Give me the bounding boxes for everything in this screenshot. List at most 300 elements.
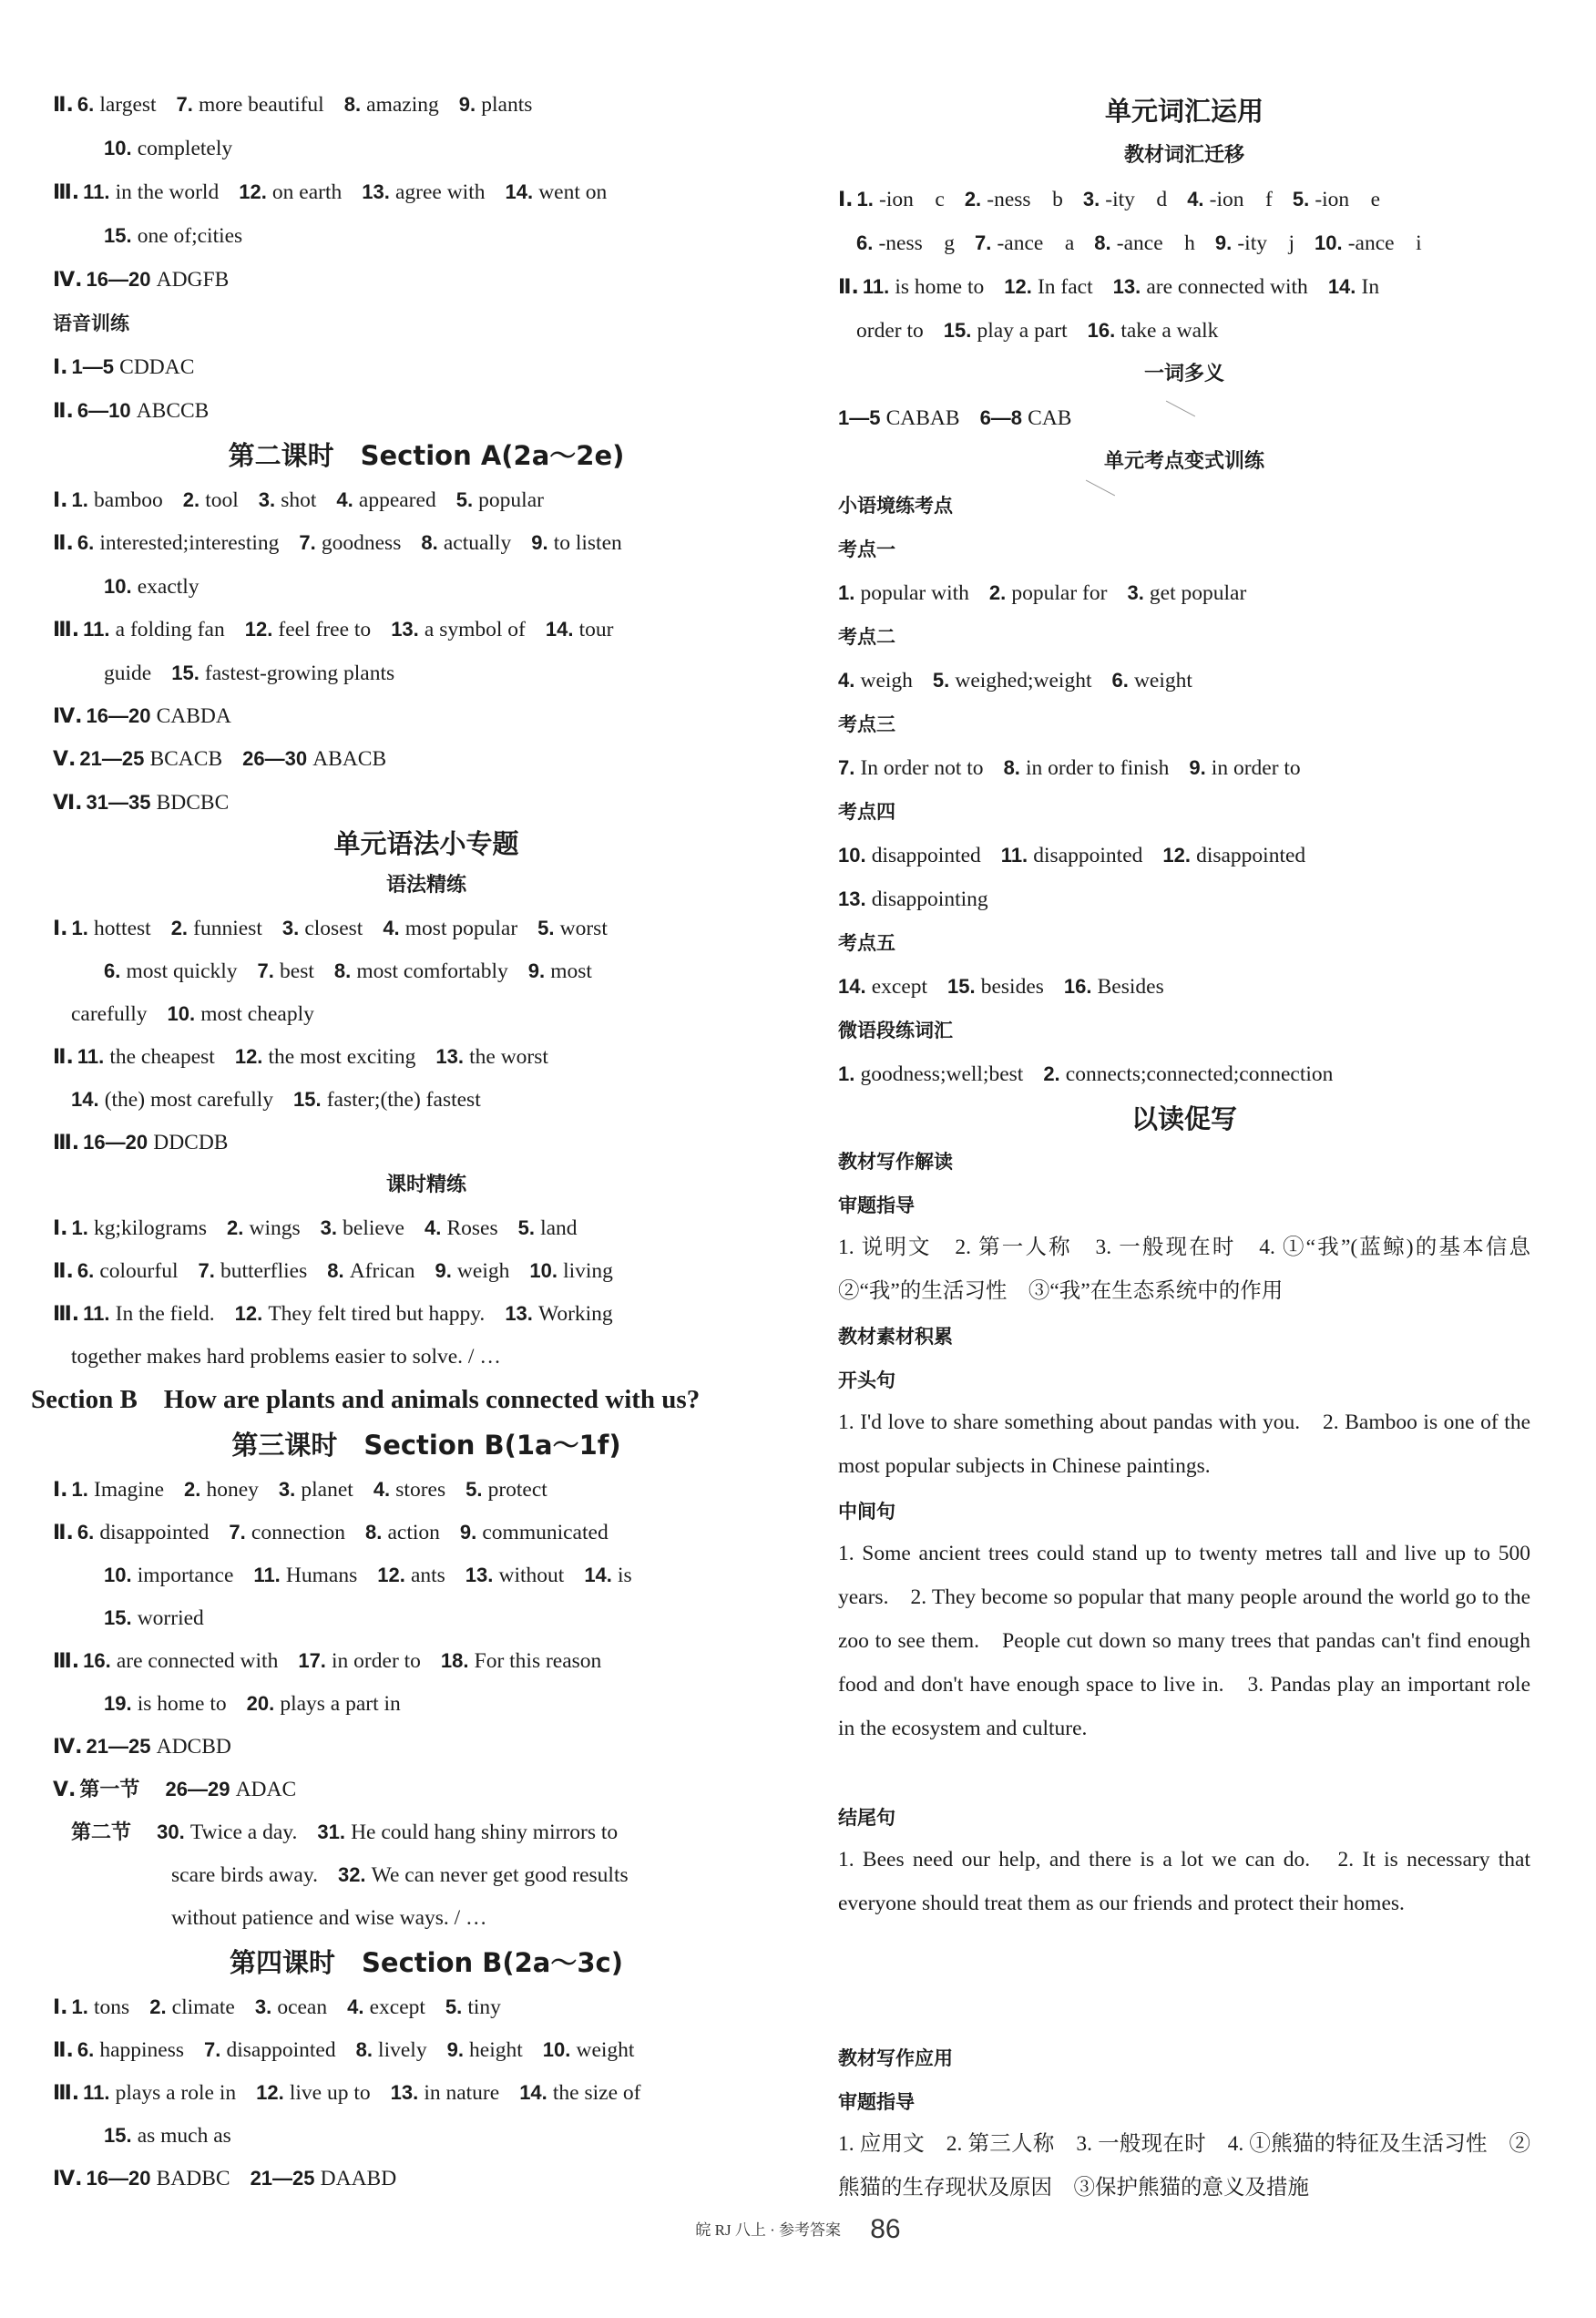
item-number: 13. [362,180,395,203]
item-number: 8. [1094,231,1117,254]
section-heading: 第二课时 Section A(2a～2e) [228,440,625,471]
answer-line [71,1343,521,1370]
answer-item [1111,669,1192,692]
item-number: 6—10 [77,399,137,422]
answer-item [445,1995,501,2019]
answer-item [947,975,1044,999]
item-number: 16—20 [83,1131,154,1154]
answer-text: faster;(the) fastest [326,1088,481,1112]
answer-text: Humans [285,1564,358,1587]
answer-line [104,958,612,985]
answer-line [53,1733,251,1761]
item-number: 10. [529,1259,564,1282]
item-number: 21—25 [86,1735,157,1758]
answer-item [528,959,592,983]
answer-item [1043,1062,1333,1086]
answer-item [377,1564,445,1587]
answer-text: most cheaply [200,1002,314,1026]
label-heading: 开头句 [838,1369,895,1391]
item-number: 2. [170,917,194,939]
answer-text: worst [559,917,608,940]
part-numeral: Ⅰ. [53,918,68,940]
item-number: 3. [1082,188,1106,210]
answer-line [53,1129,248,1157]
answer-item [336,488,435,512]
answer-text: disappointing [871,887,988,911]
item-number: 5. [1292,188,1315,210]
answer-item [933,669,1092,692]
answer-text: ABCCB [136,399,210,423]
answer-text: goodness [321,531,402,555]
answer-item [53,1778,146,1801]
item-number: 21—25 [79,747,150,770]
answer-item [53,399,209,423]
answer-item [505,1302,612,1326]
item-number: 18. [440,1649,475,1672]
part-numeral: Ⅱ. [53,94,74,117]
item-number: 4. [838,669,861,692]
item-number: 5. [932,669,956,692]
answer-item [282,917,363,940]
item-number: 7. [299,531,322,554]
section-heading: 第四课时 Section B(2a～3c) [230,1947,623,1978]
answer-item [229,1521,345,1544]
answer-text: actually [443,531,512,555]
answer-item [838,756,984,780]
answer-line [53,91,552,119]
answer-line [838,667,1212,694]
answer-item [1088,319,1219,343]
item-number: 12. [1162,844,1197,867]
answer-text: weighed;weight [955,669,1092,692]
answer-text: believe [343,1216,404,1240]
answer-item [980,406,1072,430]
item-number: 10. [104,575,138,598]
label-heading: 中间句 [838,1501,895,1523]
item-number: 16—20 [86,2167,157,2190]
answer-text: plays a part in [280,1692,401,1716]
section-heading: 单元词汇运用 [1104,96,1264,127]
answer-text: planet [301,1478,353,1502]
answer-text: In [1361,275,1380,299]
answer-line [71,1819,638,1846]
subsection-heading: 教材词汇迁移 [1123,144,1244,167]
item-number: 6. [77,1259,100,1282]
answer-text: weight [576,2038,635,2062]
answer-text: action [387,1521,440,1544]
answer-line [53,266,249,294]
answer-line [838,1061,1353,1088]
item-number: 8. [327,1259,350,1282]
answer-item [838,669,913,692]
answer-item [531,531,622,555]
answer-item [258,959,314,983]
answer-text: scare birds away. [171,1863,318,1887]
item-number: 21—25 [250,2167,321,2190]
answer-item [171,1863,318,1887]
answer-item [1162,844,1305,867]
answer-item [838,406,960,430]
answer-item [53,1045,215,1069]
item-number: 4. [336,488,359,511]
unit-section-title: Section B How are plants and animals connected with us? [31,1385,701,1414]
answer-text: take a walk [1120,319,1219,343]
part-numeral: Ⅱ. [838,276,859,299]
answer-line [838,754,1321,782]
part-numeral: Ⅰ. [53,1996,68,2019]
item-number: 4. [373,1478,396,1501]
answer-item [1328,275,1379,299]
answer-item [53,747,222,771]
item-number: 5. [455,488,479,511]
part-numeral: Ⅰ. [53,1479,68,1502]
answer-text: closest [304,917,363,940]
item-number: 5. [517,1216,541,1239]
label-heading: 审题指导 [838,1195,915,1216]
answer-line [53,1476,568,1504]
item-number: 15. [171,662,205,684]
answer-item [460,1521,609,1544]
answer-item [989,581,1108,605]
item-number: 11. [77,1045,110,1068]
answer-text: in the world [115,180,220,204]
answer-text: order to [856,319,924,343]
answer-item [204,2038,336,2062]
answer-item [53,488,163,512]
answer-item [383,917,517,940]
answer-text: Imagine [94,1478,165,1502]
answer-item [53,1995,129,2019]
answer-item [227,1216,301,1240]
answer-item [1064,975,1164,999]
answer-text: agree with [394,180,486,204]
item-number: 11. [1000,844,1034,867]
item-number: 11. [253,1564,286,1586]
item-number: 16—20 [86,268,157,291]
answer-text: colourful [99,1259,179,1283]
item-number: 6. [77,93,100,116]
answer-text: African [349,1259,415,1283]
item-number: 6. [104,959,127,982]
answer-item [838,975,927,999]
answer-text: worried [137,1606,204,1630]
answer-text: feel free to [278,618,372,641]
label-heading: 微语段练词汇 [838,1020,953,1041]
answer-text: play a part [977,319,1068,343]
label-heading: 考点一 [838,538,895,560]
answer-line [53,1776,316,1804]
answer-item [519,2081,640,2105]
item-number: 1. [856,188,880,210]
answer-item [466,1564,565,1587]
item-number: 2. [1043,1062,1066,1085]
item-number: 4. [425,1216,447,1239]
answer-text: amazing [366,93,439,117]
answer-item [255,1995,327,2019]
answer-item [321,1216,404,1240]
answer-line [53,915,628,943]
answer-item [104,575,200,599]
part-numeral: Ⅳ. [53,705,83,728]
item-number: 15. [947,975,981,998]
answer-text: land [540,1216,578,1240]
answer-item [177,93,324,117]
answer-text: as much as [137,2124,231,2148]
subsection-heading: 语法精练 [385,874,466,897]
answer-item [1004,756,1170,780]
answer-text: popular for [1011,581,1108,605]
label-heading: 小语境练考点 [838,495,953,517]
item-number: 11. [83,2081,116,2104]
answer-item [529,1259,613,1283]
answer-item [838,1062,1023,1086]
answer-text: guide [104,662,152,685]
item-number: 15. [104,1606,138,1629]
part-numeral: Ⅱ. [53,1522,74,1544]
answer-text: except [871,975,928,999]
item-number: 15. [943,319,977,342]
answer-text: plants [481,93,533,117]
answer-line [53,397,229,426]
answer-item [1187,188,1273,211]
item-number: 11. [862,275,895,298]
answer-item [518,1216,578,1240]
item-number: 3. [278,1478,302,1501]
answer-text: largest [99,93,157,117]
answer-text: Besides [1097,975,1164,999]
answer-item [104,959,238,983]
subsection-heading: 课时精练 [385,1174,466,1196]
answer-item [537,917,608,940]
answer-line [104,660,414,687]
answer-text: CAB [1028,406,1072,430]
answer-item [944,319,1068,343]
answer-text: ants [410,1564,445,1587]
answer-item [344,93,439,117]
item-number: 6. [77,1521,100,1544]
answer-item [838,887,988,911]
answer-item [298,1649,421,1673]
answer-line [53,1215,598,1243]
answer-line [53,2165,416,2193]
answer-text: are connected with [116,1649,279,1673]
answer-text: best [280,959,314,983]
item-number: 14. [519,2081,553,2104]
answer-item [1215,231,1294,255]
answer-item [1315,231,1422,255]
answer-item [456,488,544,512]
item-number: 5. [537,917,560,939]
answer-line [104,222,262,250]
answer-item [546,618,614,641]
answer-line [53,179,627,207]
answer-text: completely [137,137,233,160]
answer-line [53,2079,660,2108]
item-number: 1. [71,1478,95,1501]
answer-text: For this reason [474,1649,602,1673]
answer-text: on earth [271,180,343,204]
answer-text: -ity d [1105,188,1168,211]
answer-item [235,1045,416,1069]
part-numeral: Ⅲ. [53,1132,80,1154]
answer-text: lively [378,2038,427,2062]
item-number: 第二节 [71,1821,138,1843]
answer-item [168,1002,314,1026]
answer-text: without patience and wise ways. / … [171,1906,487,1930]
pen-mark [1086,480,1115,497]
item-number: 14. [545,618,579,641]
answer-item [104,1564,233,1587]
item-number: 2. [964,188,987,210]
answer-item [53,791,229,815]
answer-text: weigh [860,669,913,692]
answer-line [104,1605,224,1632]
answer-item [838,581,969,605]
item-number: 11. [83,618,116,641]
label-heading: 考点五 [838,932,895,954]
answer-item [245,618,371,641]
answer-text: (the) most carefully [104,1088,274,1112]
answer-text: connects;connected;connection [1065,1062,1334,1086]
item-number: 9. [1189,756,1212,779]
label-heading: 教材写作应用 [838,2047,953,2069]
item-number: 7. [229,1521,251,1544]
answer-line [53,529,642,558]
item-number: 32. [337,1863,372,1886]
item-number: 12. [1004,275,1038,298]
answer-text: hottest [94,917,151,940]
label-heading: 教材写作解读 [838,1151,953,1173]
answer-text: Roses [446,1216,498,1240]
answer-text: DAABD [320,2167,397,2190]
answer-text: butterflies [220,1259,308,1283]
item-number: 4. [383,917,405,939]
item-number: 5. [445,1995,468,2018]
answer-line [838,405,1091,432]
answer-text: is home to [895,275,985,299]
part-numeral: Ⅳ. [53,2168,83,2190]
answer-item [149,1995,235,2019]
item-number: 2. [227,1216,250,1239]
answer-text: ADGFB [156,268,230,292]
answer-item [71,1345,501,1369]
answer-line [104,1562,652,1589]
answer-text: together makes hard problems easier to solve. / … [71,1345,501,1369]
answer-item [53,1649,278,1673]
part-numeral: Ⅱ. [53,1046,74,1069]
pen-mark [1166,401,1195,417]
answer-text: except [369,1995,425,2019]
answer-item [1113,275,1308,299]
answer-text: in nature [424,2081,500,2105]
answer-item [71,1821,137,1844]
part-numeral: Ⅰ. [838,189,854,211]
part-numeral: Ⅰ. [53,1217,68,1240]
item-number: 1. [838,1062,861,1085]
item-number: 8. [355,2038,379,2061]
item-number: 第一节 [79,1778,146,1800]
answer-text: -ness g [878,231,956,255]
section-heading: 以读促写 [1130,1103,1237,1134]
answer-text: BADBC [156,2167,230,2190]
item-number: 1. [71,1216,95,1239]
answer-item [104,1692,227,1716]
answer-line [53,616,633,644]
page-number: 86 [870,2214,901,2244]
answer-text: appeared [358,488,436,512]
answer-text: ADCBD [156,1735,231,1759]
answer-text: CABAB [885,406,960,430]
answer-line [53,1257,633,1286]
item-number: 3. [258,488,281,511]
paragraph-text: 1. Some ancient trees could stand up to twenty metres tall and live up to 500 years. 2. They become so popular that many people around the world go to the zoo to see them. People cut down so many trees that pandas can't find enough food and don't have enough space to live in. 3. Pandas play an important role in the ecosystem and culture. [838,1542,1530,1740]
answer-item [235,1302,486,1326]
part-numeral: Ⅳ. [53,1736,83,1759]
answer-text: They felt tired but happy. [268,1302,486,1326]
answer-text: In fact [1037,275,1093,299]
section-heading: 单元语法小专题 [333,828,519,859]
item-number: 9. [435,1259,457,1282]
answer-text: ABACB [312,747,387,771]
item-number: 12. [244,618,279,641]
answer-line [53,1994,521,2022]
answer-text: weigh [456,1259,510,1283]
answer-item [53,1216,207,1240]
answer-item [171,1906,487,1930]
answer-text: without [498,1564,565,1587]
part-numeral: Ⅱ. [53,532,74,555]
answer-line [838,886,1008,913]
answer-text: Working [538,1302,613,1326]
item-number: 9. [459,1521,483,1544]
answer-item [53,2038,184,2062]
answer-item [53,2167,230,2190]
answer-line [53,1519,629,1547]
answer-text: tool [205,488,239,512]
answer-item [53,180,219,204]
answer-item [459,93,533,117]
paragraph-text: 1. Bees need our help, and there is a lot we can do. 2. It is necessary that everyone should treat them as our friends and protect their homes. [838,1848,1530,1915]
answer-item [239,180,342,204]
answer-text: in order to [1211,756,1301,780]
answer-item [256,2081,370,2105]
answer-item [198,1259,307,1283]
answer-text: -ion c [879,188,945,211]
answer-item [356,2038,427,2062]
answer-item [183,488,239,512]
label-heading: 考点三 [838,713,895,735]
answer-text: most popular [404,917,518,940]
item-number: 16. [83,1649,117,1672]
answer-text: the most exciting [268,1045,416,1069]
part-numeral: Ⅳ. [53,269,83,292]
answer-line [71,1086,501,1113]
item-number: 3. [320,1216,343,1239]
answer-item [104,137,232,160]
item-number: 13. [435,1045,470,1068]
item-number: 10. [104,137,138,159]
part-numeral: Ⅲ. [53,619,80,641]
answer-item [53,2081,236,2105]
answer-item [965,188,1063,211]
answer-text: a folding fan [115,618,225,641]
answer-item [247,1692,401,1716]
answer-item [171,917,262,940]
paragraph-text: 1. I'd love to share something about pandas with you. 2. Bamboo is one of the most popular subjects in Chinese paintings. [838,1410,1530,1478]
item-number: 13. [391,618,425,641]
item-number: 2. [182,488,206,511]
answer-item [279,1478,353,1502]
